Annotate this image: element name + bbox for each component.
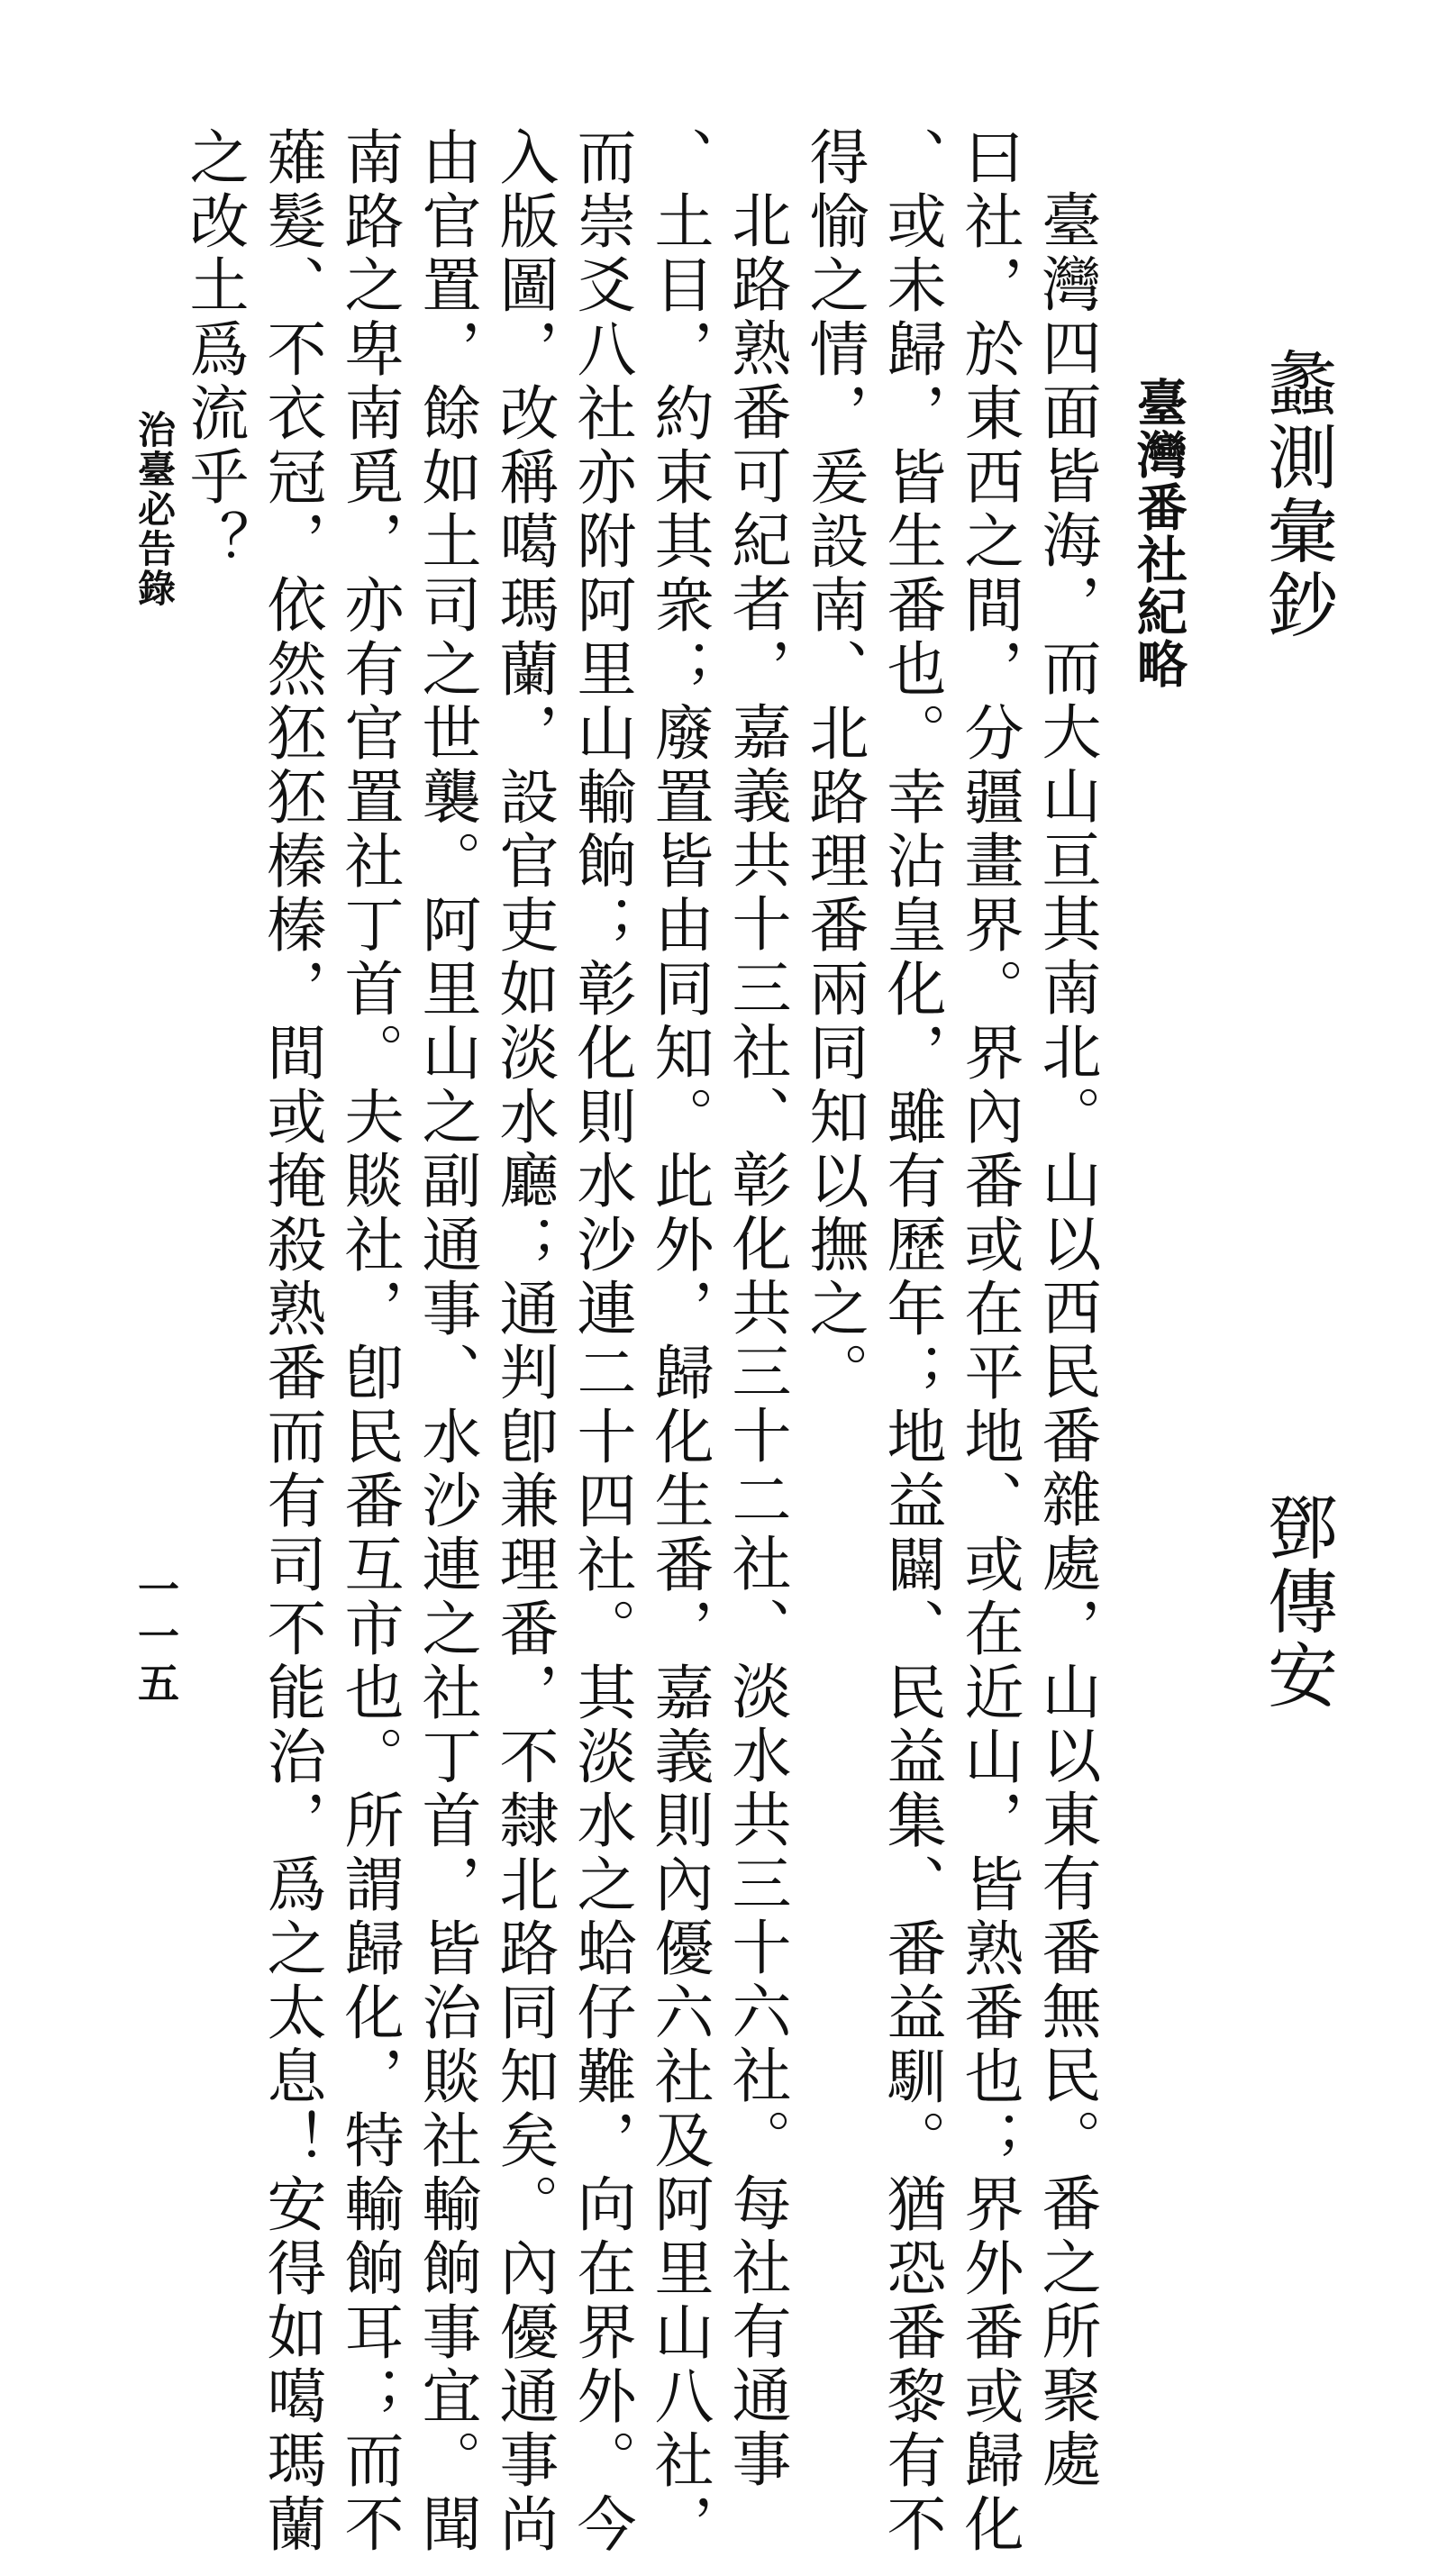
body-line-11: 薙髮、不衣冠，依然狉狉榛榛，間或掩殺熟番而有司不能治，爲之太息！安得如噶瑪蘭 [257, 126, 326, 2557]
body-line-6: 、土目，約束其衆；廢置皆由同知。此外，歸化生番，嘉義則內優六社及阿里山八社， [644, 126, 714, 2557]
body-line-4: 得愉之情，爰設南、北路理番兩同知以撫之。 [799, 126, 869, 1406]
body-line-2: 曰社，於東西之間，分疆畫界。界內番或在平地、或在近山，皆熟番也；界外番或歸化 [954, 126, 1024, 2557]
body-line-8: 入版圖，改稱噶瑪蘭，設官吏如淡水廳；通判卽兼理番，不隸北路同知矣。內優通事尚 [489, 126, 559, 2557]
body-line-5: 北路熟番可紀者，嘉義共十三社、彰化共三十二社、淡水共三十六社。每社有通事 [722, 189, 791, 2492]
running-title: 治臺必告錄 [132, 410, 177, 608]
body-line-10: 南路之卑南覓，亦有官置社丁首。夫賧社，卽民番互市也。所謂歸化，特輸餉耳；而不 [334, 126, 404, 2557]
book-title: 蠡測彙鈔 [1256, 347, 1337, 642]
body-line-3: 、或未歸，皆生番也。幸沾皇化，雖有歷年；地益闢、民益集、番益馴。猶恐番黎有不 [877, 126, 946, 2557]
body-line-7: 而崇爻八社亦附阿里山輸餉；彰化則水沙連二十四社。其淡水之蛤仔難，向在界外。今 [567, 126, 636, 2557]
body-line-1: 臺灣四面皆海，而大山亘其南北。山以西民番雜處，山以東有番無民。番之所聚處 [1032, 189, 1101, 2492]
body-line-12: 之改土爲流乎？ [179, 126, 249, 574]
section-title: 臺灣番社紀略 [1129, 377, 1188, 690]
page-number: 一一五 [132, 1568, 180, 1708]
author-name: 鄧傳安 [1256, 1491, 1337, 1713]
body-line-9: 由官置，餘如土司之世襲。阿里山之副通事、水沙連之社丁首，皆治賧社輸餉事宜。聞 [412, 126, 481, 2557]
